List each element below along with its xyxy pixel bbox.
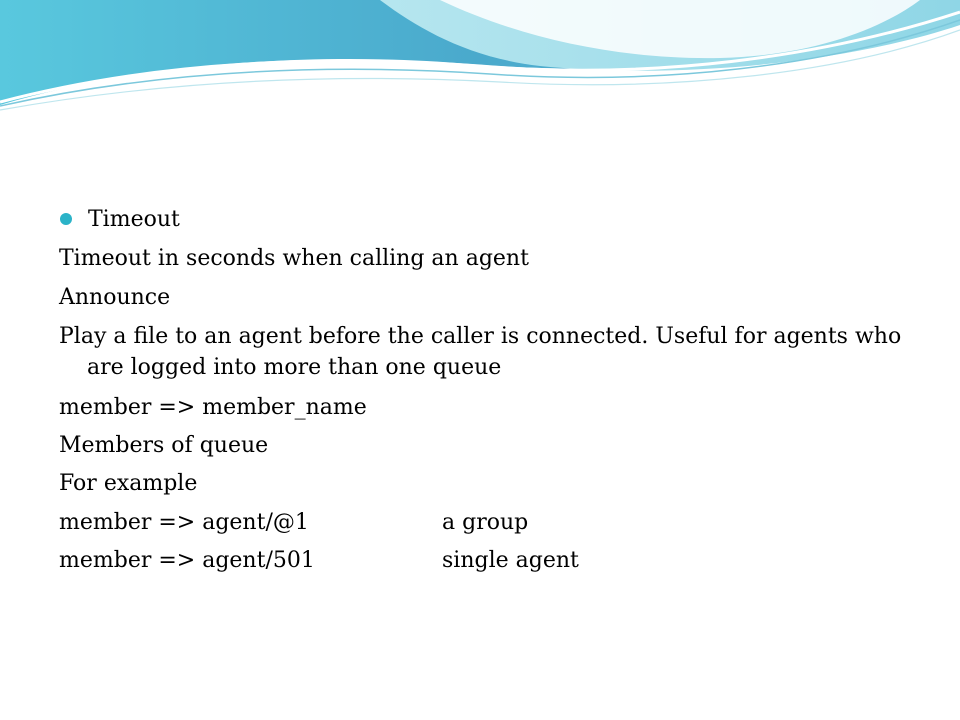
body-line: Timeout in seconds when calling an agent bbox=[59, 246, 529, 271]
body-line: member => member_name bbox=[59, 395, 367, 420]
bullet-icon bbox=[60, 213, 72, 225]
body-line: For example bbox=[59, 471, 198, 496]
bullet-title: Timeout bbox=[88, 207, 180, 232]
example-description: single agent bbox=[442, 548, 579, 573]
example-code: member => agent/@1 bbox=[59, 510, 309, 535]
body-line-continuation: are logged into more than one queue bbox=[87, 355, 502, 380]
example-description: a group bbox=[442, 510, 529, 535]
body-line: Play a file to an agent before the caller is connected. Useful for agents who bbox=[59, 324, 902, 349]
body-line: Announce bbox=[59, 285, 171, 310]
body-line: Members of queue bbox=[59, 433, 269, 458]
example-code: member => agent/501 bbox=[59, 548, 315, 573]
